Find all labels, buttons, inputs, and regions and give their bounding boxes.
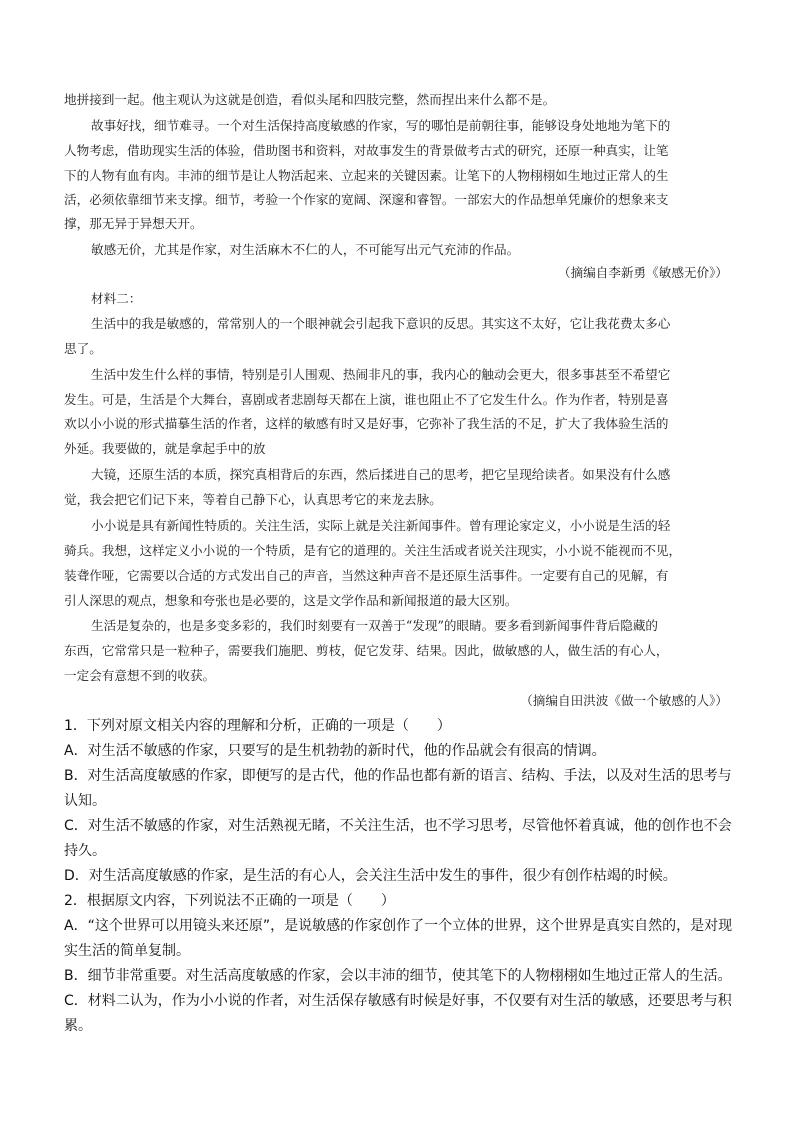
question-1-option-b-cont: 认知。 — [64, 793, 106, 809]
question-1-option-d: D．对生活高度敏感的作家，是生活的有心人，会关注生活中发生的事件，很少有创作枯竭的时候。 — [64, 868, 677, 884]
passage-paragraph-line: 人物考虑，借助现实生活的体验，借助图书和资料，对故事发生的背景做考古式的研究，还原一种真实，让笔 — [64, 143, 669, 158]
passage-paragraph-line: 生活中发生什么样的事情，特别是引人围观、热闹非凡的事，我内心的触动会更大，很多事甚至不希望它 — [91, 367, 671, 382]
question-1-option-c: C．对生活不敏感的作家，对生活熟视无睹，不关注生活，也不学习思考，尽管他怀着真诚，他的创作也不会 — [64, 818, 732, 834]
question-2-option-c-cont: 累。 — [64, 1018, 92, 1034]
question-2-option-c: C．材料二认为，作为小小说的作者，对生活保存敏感有时候是好事，不仅要有对生活的敏感，还要思考与积 — [64, 993, 732, 1009]
passage-paragraph-line: 发生。可是，生活是个大舞台，喜剧或者悲剧每天都在上演，谁也阻止不了它发生什么。作为作者，特别是喜 — [64, 392, 669, 407]
passage-paragraph-line: 生活是复杂的，也是多变多彩的，我们时刻要有一双善于“发现”的眼睛。要多看到新闻事件背后隐藏的 — [91, 618, 659, 633]
source-citation: （摘编自李新勇《敏感无价》） — [557, 265, 728, 280]
passage-paragraph-line: 故事好找，细节难寻。一个对生活保持高度敏感的作家，写的哪怕是前朝往事，能够设身处地地为笔下的 — [91, 118, 671, 133]
question-1-option-b: B．对生活高度敏感的作家，即便写的是古代，他的作品也都有新的语言、结构、手法，以及对生活的思考与 — [64, 768, 732, 784]
question-1-stem: 1．下列对原文相关内容的理解和分析，正确的一项是（ ） — [64, 718, 451, 734]
passage-paragraph-line: 小小说是具有新闻性特质的。关注生活，实际上就是关注新闻事件。曾有理论家定义，小小说是生活的轻 — [91, 518, 671, 533]
passage-paragraph-line: 外延。我要做的，就是拿起手中的放 — [64, 441, 266, 456]
question-1-option-a: A．对生活不敏感的作家，只要写的是生机勃勃的新时代，他的作品就会有很高的情调。 — [64, 743, 606, 759]
passage-paragraph-line: 活，必须依靠细节来支撑。细节，考验一个作家的宽阔、深邃和睿智。一部宏大的作品想单凭廉价的想象来支 — [64, 192, 669, 207]
passage-paragraph-line: 下的人物有血有肉。丰沛的细节是让人物活起来、立起来的关键因素。让笔下的人物栩栩如生地过正常人的生 — [64, 168, 669, 183]
passage-paragraph-line: 骑兵。我想，这样定义小小说的一个特质，是有它的道理的。关注生活或者说关注现实，小小说不能视而不见， — [64, 543, 682, 558]
passage-paragraph-line: 一定会有意想不到的收获。 — [64, 668, 216, 683]
passage-paragraph-line: 欢以小小说的形式描摹生活的作者，这样的敏感有时又是好事，它弥补了我生活的不足，扩大了我体验生活的 — [64, 416, 669, 431]
passage-paragraph-line: 生活中的我是敏感的，常常别人的一个眼神就会引起我下意识的反思。其实这不太好，它让我花费太多心 — [91, 316, 671, 331]
question-2-option-a-cont: 实生活的简单复制。 — [64, 943, 190, 959]
question-2-option-a: A．“这个世界可以用镜头来还原”，是说敏感的作家创作了一个立体的世界，这个世界是真实自然的，是对现 — [64, 918, 732, 934]
passage-paragraph-line: 东西，它常常只是一粒种子，需要我们施肥、剪枝，促它发芽、结果。因此，做敏感的人，做生活的有心人， — [64, 643, 669, 658]
passage-paragraph-line: 引人深思的观点，想象和夸张也是必要的，这是文学作品和新闻报道的最大区别。 — [64, 593, 518, 608]
material-label: 材料二： — [91, 291, 142, 306]
passage-paragraph-line: 觉，我会把它们记下来，等着自己静下心，认真思考它的来龙去脉。 — [64, 492, 442, 507]
passage-paragraph-line: 撑，那无异于异想天开。 — [64, 216, 203, 231]
passage-paragraph-line: 敏感无价，尤其是作家，对生活麻木不仁的人，不可能写出元气充沛的作品。 — [91, 242, 520, 257]
question-2-option-b: B．细节非常重要。对生活高度敏感的作家，会以丰沛的细节，使其笔下的人物栩栩如生地过正常人的生活。 — [64, 968, 732, 984]
passage-paragraph-continuation: 地拼接到一起。他主观认为这就是创造，看似头尾和四肢完整，然而捏出来什么都不是。 — [64, 92, 556, 107]
question-1-option-c-cont: 持久。 — [64, 843, 106, 859]
question-2-stem: 2．根据原文内容，下列说法不正确的一项是（ ） — [64, 893, 395, 909]
passage-paragraph-line: 思了。 — [64, 341, 102, 356]
passage-paragraph-line: 大镜，还原生活的本质，探究真相背后的东西，然后揉进自己的思考，把它呈现给读者。如果没有什么感 — [91, 467, 671, 482]
passage-paragraph-line: 装聋作哑，它需要以合适的方式发出自己的声音，当然这种声音不是还原生活事件。一定要有自己的见解，有 — [64, 568, 669, 583]
source-citation: （摘编自田洪波《做一个敏感的人》） — [520, 693, 728, 708]
